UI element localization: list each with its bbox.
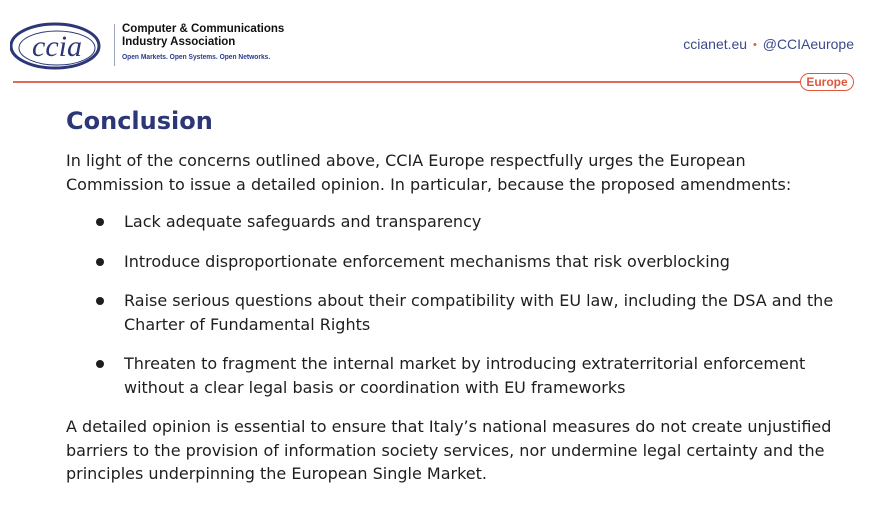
social-handle-link[interactable]: @CCIAeurope: [762, 36, 854, 52]
org-name-line2: Industry Association: [122, 36, 236, 48]
list-item: [66, 352, 836, 399]
page-title: Conclusion: [66, 107, 213, 135]
ccia-logo-mark: [10, 18, 110, 74]
list-item: [66, 250, 836, 274]
list-item-text: Lack adequate safeguards and transparency: [124, 212, 482, 231]
list-item-text: Introduce disproportionate enforcement mechanisms that risk overblocking: [124, 251, 730, 271]
header-links: [683, 36, 854, 52]
bullet-icon: [96, 258, 104, 266]
org-name: [122, 23, 284, 49]
list-item: [66, 289, 836, 336]
europe-badge: Europe: [800, 73, 854, 91]
bullet-icon: [96, 218, 104, 226]
list-item: [66, 210, 836, 234]
website-link[interactable]: ccianet.eu: [683, 36, 748, 52]
conclusion-paragraph: A detailed opinion is essential to ensure that Italy’s national measures do not create unjustified barriers to the provision of information society services, nor undermine legal certainty and the principles underpinning the European Single Market.: [66, 417, 832, 483]
bullet-list: [66, 210, 836, 399]
bullet-icon: [96, 360, 104, 368]
list-item-text: Threaten to fragment the internal market by introducing extraterritorial enforcement without a clear legal basis or coordination with EU frameworks: [124, 354, 806, 397]
logo-text: ccia: [32, 30, 82, 63]
main-content: [66, 105, 836, 486]
intro-paragraph: In light of the concerns outlined above, CCIA Europe respectfully urges the European Commission to issue a detailed opinion. In particular, because the proposed amendments:: [66, 151, 792, 194]
bullet-icon: [96, 297, 104, 305]
org-name-line1: Computer & Communications: [122, 23, 285, 35]
logo-divider: [114, 24, 115, 66]
list-item-text: Raise serious questions about their compatibility with EU law, including the DSA and the Charter of Fundamental Rights: [124, 291, 834, 334]
tagline: Open Markets. Open Systems. Open Networks.: [122, 54, 271, 61]
separator-dot: •: [752, 39, 757, 51]
ccia-logo: [10, 18, 285, 74]
header-divider: [13, 81, 803, 83]
